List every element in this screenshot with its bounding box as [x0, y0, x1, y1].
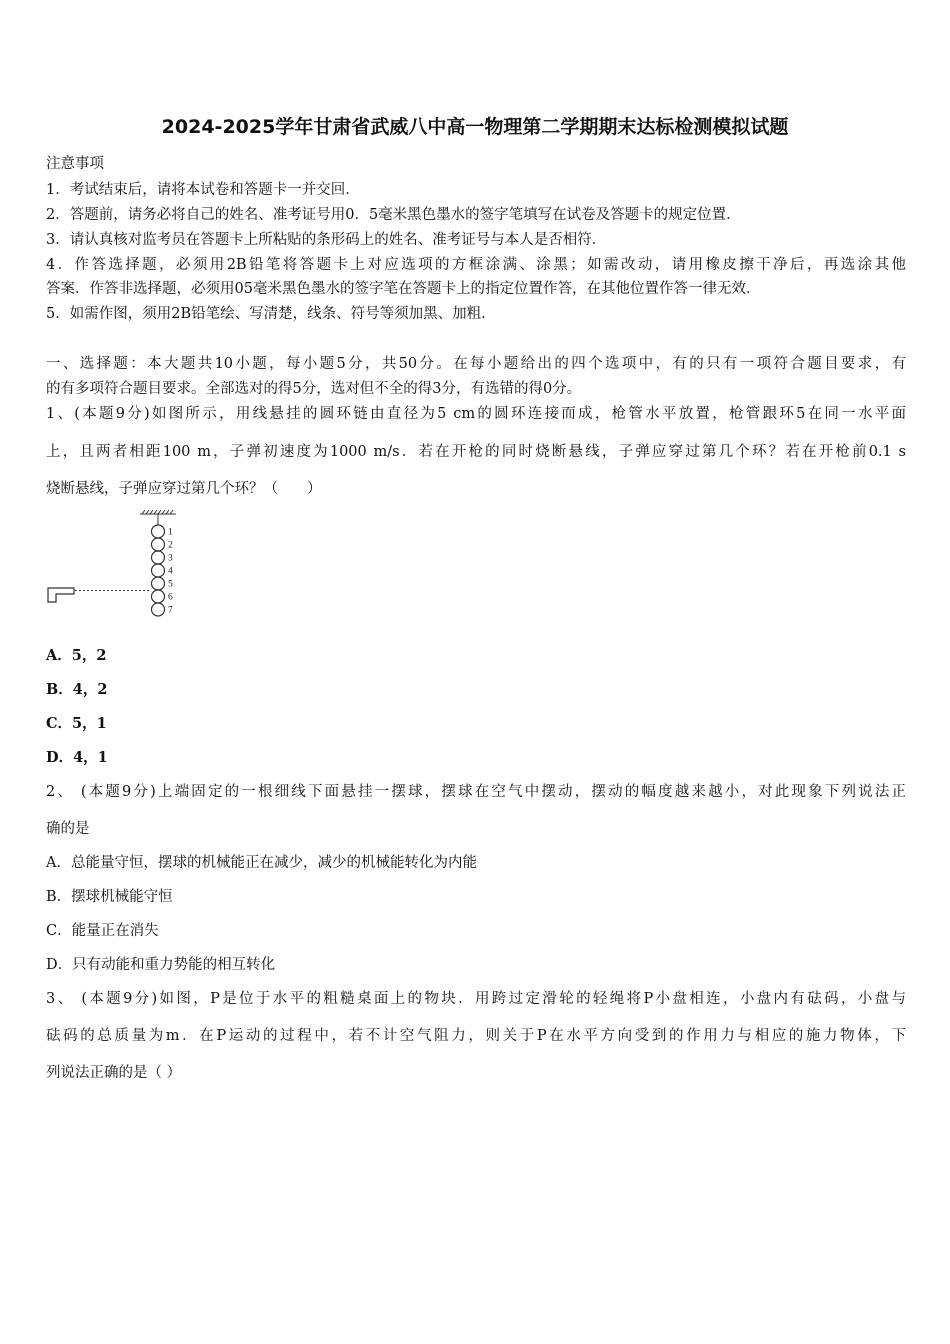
notice-item: 1．考试结束后，请将本试卷和答题卡一并交回． [46, 182, 360, 198]
ceiling-hatch [140, 510, 176, 514]
ring-label: 7 [168, 605, 173, 616]
ring [152, 577, 165, 590]
ring-label: 5 [168, 579, 173, 590]
question-3-line: 砝码的总质量为m．在P运动的过程中，若不计空气阻力，则关于P在水平方向受到的作用力与相应的施力物体，下 [46, 1028, 906, 1044]
ring [152, 603, 165, 616]
option-b: B．摆球机械能守恒 [46, 889, 173, 905]
question-1-line: 1、(本题9分)如图所示，用线悬挂的圆环链由直径为5 cm的圆环连接而成，枪管水平放置，枪管跟环5在同一水平面 [46, 406, 906, 422]
notice-item: 答案．作答非选择题，必须用05毫米黑色墨水的签字笔在答题卡上的指定位置作答，在其他位置作答一律无效． [46, 281, 761, 297]
ring-label: 2 [168, 540, 173, 551]
ring [152, 551, 165, 564]
ring-label: 1 [168, 527, 173, 538]
page-title: 2024-2025学年甘肃省武威八中高一物理第二学期期末达标检测模拟试题 [161, 116, 789, 138]
ring [152, 538, 165, 551]
notice-item: 5．如需作图，须用2B铅笔绘、写清楚，线条、符号等须加黑、加粗． [46, 306, 496, 322]
ring [152, 590, 165, 603]
notice-item: 3．请认真核对监考员在答题卡上所粘贴的条形码上的姓名、准考证号与本人是否相符． [46, 232, 607, 248]
option-a: A．5，2 [46, 647, 107, 664]
option-d: D．只有动能和重力势能的相互转化 [46, 957, 276, 973]
notice-item: 4．作答选择题，必须用2B铅笔将答题卡上对应选项的方框涂满、涂黑；如需改动，请用橡皮擦干净后，再选涂其他 [46, 257, 906, 273]
question-1-line: 烧断悬线，子弹应穿过第几个环？（ ） [46, 481, 322, 497]
section-intro-line: 的有多项符合题目要求。全部选对的得5分，选对但不全的得3分，有选错的得0分。 [46, 381, 582, 397]
question-1-line: 上，且两者相距100 m，子弹初速度为1000 m/s．若在开枪的同时烧断悬线，子弹应穿过第几个环？若在开枪前0.1 s [46, 444, 906, 460]
notice-item: 2．答题前，请务必将自己的姓名、准考证号用0．5毫米黑色墨水的签字笔填写在试卷及答题卡的规定位置． [46, 207, 741, 223]
option-c: C．能量正在消失 [46, 923, 159, 939]
ring [152, 525, 165, 538]
option-d: D．4，1 [46, 749, 108, 766]
ring-chain [152, 525, 165, 616]
notice-heading: 注意事项 [46, 156, 104, 172]
option-a: A．总能量守恒，摆球的机械能正在减少，减少的机械能转化为内能 [46, 855, 477, 871]
section-intro-line: 一、选择题：本大题共10小题，每小题5分，共50分。在每小题给出的四个选项中，有的只有一项符合题目要求，有 [46, 356, 906, 372]
ring-label: 3 [168, 553, 173, 564]
option-b: B．4，2 [46, 681, 108, 698]
ring-label: 4 [168, 566, 173, 577]
question-2-line: 确的是 [46, 821, 90, 837]
option-c: C．5，1 [46, 715, 107, 732]
question-3-line: 列说法正确的是（ ） [46, 1065, 182, 1081]
ring-chain-figure [44, 506, 184, 620]
question-3-line: 3、 (本题9分)如图，P是位于水平的粗糙桌面上的物块．用跨过定滑轮的轻绳将P小盘相连，小盘内有砝码，小盘与 [46, 991, 906, 1007]
gun-barrel [48, 588, 74, 602]
ring-label: 6 [168, 592, 173, 603]
question-2-line: 2、 (本题9分)上端固定的一根细线下面悬挂一摆球，摆球在空气中摆动，摆动的幅度越来越小，对此现象下列说法正 [46, 784, 906, 800]
ring [152, 564, 165, 577]
